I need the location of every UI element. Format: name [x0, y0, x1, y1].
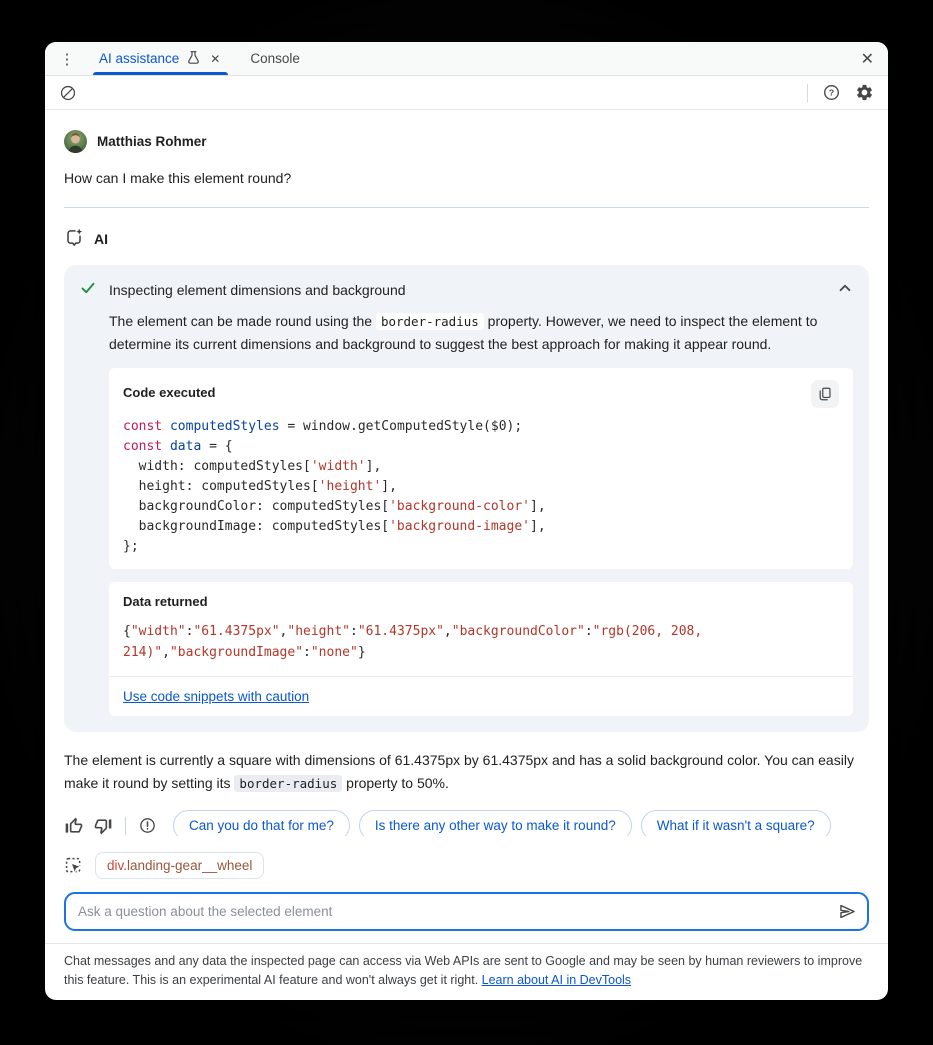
ask-input-wrap — [64, 892, 869, 931]
suggestion-chip[interactable]: What if it wasn't a square? — [641, 810, 831, 836]
ask-input[interactable] — [64, 892, 869, 931]
copy-icon[interactable] — [811, 380, 839, 408]
user-question: How can I make this element round? — [64, 170, 292, 186]
step-body — [109, 310, 853, 716]
tab-label: AI assistance — [99, 51, 180, 66]
thumbs-down-icon[interactable] — [93, 816, 113, 836]
toolbar — [45, 76, 888, 110]
data-returned-title: Data returned — [123, 594, 208, 609]
toolbar-divider — [807, 84, 808, 102]
data-returned-block — [109, 582, 853, 716]
step-title: Inspecting element dimensions and background — [109, 281, 406, 298]
caution-link[interactable]: Use code snippets with caution — [123, 689, 310, 704]
tab-label: Console — [250, 51, 300, 66]
tab-strip — [45, 42, 888, 76]
code-line: const computedStyles = window.getComputedStyle($0); — [123, 419, 523, 434]
user-name: Matthias Rohmer — [97, 134, 207, 149]
tab-ai-assistance[interactable] — [93, 42, 228, 75]
ai-message-header — [64, 227, 869, 250]
svg-text:?: ? — [828, 87, 835, 98]
report-icon[interactable] — [138, 816, 157, 835]
feedback-divider — [125, 817, 126, 835]
inspect-element-icon[interactable] — [64, 856, 84, 876]
data-returned-json: {"width":"61.4375px","height":"61.4375px","backgroundColor":"rgb(206, 208, 214)","backgroundImage":"none"} — [123, 624, 711, 660]
selected-element-chip[interactable] — [95, 852, 264, 879]
code-line: }; — [123, 539, 139, 554]
actions-row — [64, 810, 888, 836]
settings-gear-icon[interactable] — [855, 83, 874, 102]
suggestion-chip[interactable]: Is there any other way to make it round? — [359, 810, 632, 836]
ai-label: AI — [94, 230, 108, 247]
chat-area — [45, 110, 888, 836]
code-executed-code — [123, 417, 839, 557]
caution-row — [123, 677, 839, 704]
help-icon[interactable] — [822, 83, 841, 102]
composer — [45, 836, 888, 943]
disclaimer-footer — [45, 943, 888, 1000]
code-executed-block — [109, 368, 853, 569]
tab-close-icon[interactable]: ✕ — [210, 51, 221, 66]
check-icon — [80, 280, 96, 299]
inline-code: border-radius — [234, 775, 342, 792]
turn-divider — [64, 207, 869, 208]
selector-tag: div — [107, 858, 124, 873]
suggestion-chip[interactable]: Can you do that for me? — [173, 810, 350, 836]
disclaimer-text: Chat messages and any data the inspected page can access via Web APIs are sent to Google and may be seen by human reviewers to improve this feature. This is an experimental AI feature and won't always get it right. — [64, 954, 863, 987]
ai-spark-icon — [64, 227, 84, 250]
chevron-up-icon[interactable] — [837, 280, 853, 299]
send-icon[interactable] — [837, 901, 858, 922]
avatar — [64, 130, 87, 153]
step-header[interactable] — [80, 280, 853, 299]
step-paragraph: The element can be made round using the border-radius property. However, we need to inspect the element to determine its current dimensions and background to suggest the best approach for making it appear round. — [109, 313, 818, 352]
ai-step-card — [64, 265, 869, 732]
feedback-group — [64, 816, 157, 836]
more-menu-icon[interactable]: ⋮ — [59, 50, 75, 68]
code-line: backgroundImage: computedStyles['background-image'], — [123, 519, 546, 534]
learn-about-ai-link[interactable]: Learn about AI in DevTools — [481, 973, 632, 987]
devtools-ai-panel — [45, 42, 888, 1000]
code-line: width: computedStyles['width'], — [123, 459, 382, 474]
code-executed-title: Code executed — [123, 385, 216, 400]
clear-chat-icon[interactable] — [59, 84, 77, 102]
panel-close-icon[interactable]: ✕ — [860, 50, 874, 68]
code-executed-header — [123, 380, 839, 408]
code-line: const data = { — [123, 439, 233, 454]
thumbs-up-icon[interactable] — [64, 816, 84, 836]
suggestion-chips — [173, 810, 831, 836]
data-returned-header — [123, 594, 839, 609]
code-line: height: computedStyles['height'], — [123, 479, 397, 494]
selected-element-row — [64, 852, 869, 879]
selector-classes: .landing-gear__wheel — [123, 858, 253, 873]
code-line: backgroundColor: computedStyles['background-color'], — [123, 499, 546, 514]
tabbar-spacer — [306, 42, 861, 75]
experiment-flask-icon — [186, 50, 201, 68]
tab-console[interactable] — [244, 42, 306, 75]
inline-code: border-radius — [376, 313, 484, 330]
ai-answer: The element is currently a square with dimensions of 61.4375px by 61.4375px and has a solid background color. You can easily make it round by setting its border-radius property to 50%. — [64, 752, 854, 791]
user-message-header — [64, 130, 869, 153]
